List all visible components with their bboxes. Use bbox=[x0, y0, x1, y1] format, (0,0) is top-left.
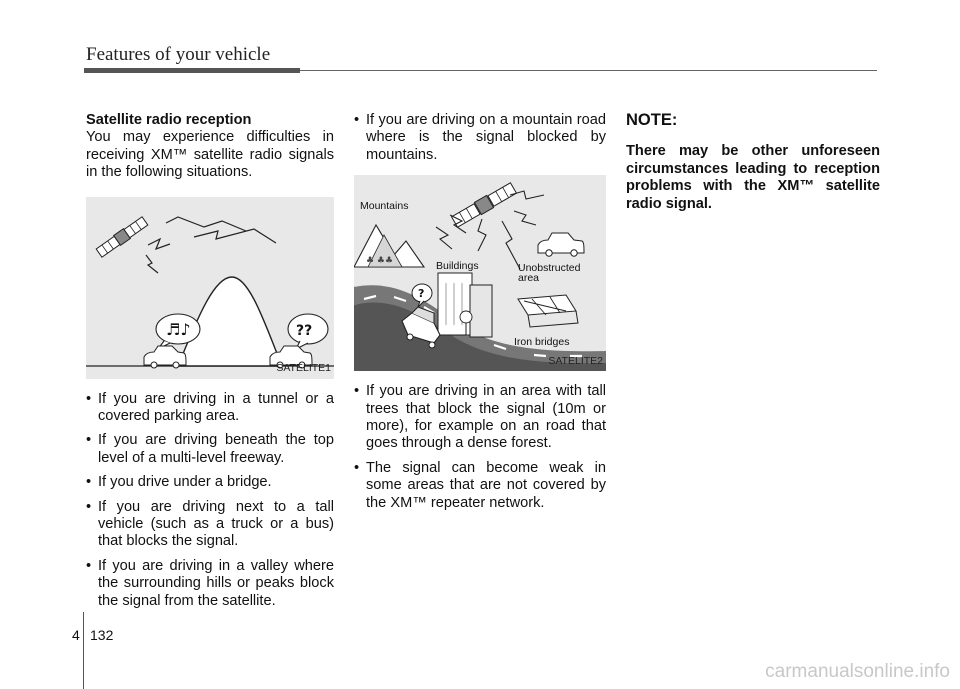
column-3 bbox=[626, 112, 880, 213]
header-rule-thin bbox=[300, 70, 877, 71]
car-left-icon bbox=[144, 346, 186, 368]
satelite1-illustration bbox=[86, 197, 334, 379]
list-item: • If you are driving in a tunnel or a covered parking area. bbox=[86, 391, 334, 426]
signal-bolt-3 bbox=[478, 219, 486, 251]
note-text: There may be other unforeseen circumstances leading to reception problems with the XM™ satellite radio signal. bbox=[626, 143, 880, 212]
bullet-list bbox=[86, 391, 334, 610]
section-title: Satellite radio reception bbox=[86, 112, 252, 128]
signal-bolt-5 bbox=[514, 211, 536, 225]
svg-text:?: ? bbox=[418, 287, 425, 301]
footer-page-number: 132 bbox=[90, 627, 114, 643]
buildings-icon bbox=[438, 273, 492, 337]
svg-text:♣ ♣♣: ♣ ♣♣ bbox=[366, 256, 394, 267]
signal-bolt-2 bbox=[436, 227, 452, 249]
signal-bolt-2 bbox=[146, 255, 158, 273]
figure-satelite1 bbox=[86, 197, 334, 379]
list-item: • If you are driving in an area with tall trees that block the signal (10m or more), for example on an road that goes through a dense forest. bbox=[354, 383, 606, 453]
label-unobstructed-2: area bbox=[518, 272, 540, 285]
list-item: • If you are driving in a valley where the surrounding hills or peaks block the signal from the satellite. bbox=[86, 558, 334, 610]
car-unobstructed-icon bbox=[538, 233, 584, 256]
figure-caption: SATELITE2 bbox=[548, 354, 603, 367]
list-item: • If you are driving next to a tall vehicle (such as a truck or a bus) that blocks the signal. bbox=[86, 499, 334, 551]
question-bubble-icon bbox=[288, 314, 328, 349]
footer-section-number: 4 bbox=[72, 627, 80, 643]
bullet-list-top bbox=[354, 112, 606, 164]
figure-caption: SATELITE1 bbox=[276, 362, 331, 375]
signal-bolt-4 bbox=[194, 229, 276, 243]
list-item: • If you are driving beneath the top level of a multi-level freeway. bbox=[86, 432, 334, 467]
figure-satelite2 bbox=[354, 175, 606, 371]
svg-text:♬♪: ♬♪ bbox=[166, 319, 191, 339]
watermark: carmanualsonline.info bbox=[765, 661, 950, 682]
mountains-icon bbox=[354, 225, 424, 267]
signal-bolt-3 bbox=[166, 217, 246, 231]
iron-bridge-icon bbox=[518, 295, 578, 327]
footer-divider bbox=[83, 612, 84, 689]
signal-bolt-1 bbox=[148, 239, 170, 249]
label-buildings: Buildings bbox=[436, 260, 479, 273]
satelite2-illustration bbox=[354, 175, 606, 371]
intro-paragraph: You may experience difficulties in receiving XM™ satellite radio signals in the following situations. bbox=[86, 129, 334, 181]
label-iron-bridges: Iron bridges bbox=[514, 336, 570, 349]
column-1 bbox=[86, 112, 334, 617]
column-2 bbox=[354, 112, 606, 519]
list-item: • The signal can become weak in some areas that are not covered by the XM™ repeater network. bbox=[354, 460, 606, 512]
list-item: • If you are driving on a mountain road where is the signal blocked by mountains. bbox=[354, 112, 606, 164]
svg-text:??: ?? bbox=[296, 322, 313, 339]
bullet-list-bottom bbox=[354, 383, 606, 512]
page-header-title: Features of your vehicle bbox=[86, 44, 271, 65]
list-item: • If you drive under a bridge. bbox=[86, 474, 334, 491]
label-mountains: Mountains bbox=[360, 200, 409, 213]
header-rule-thick bbox=[84, 68, 300, 73]
satellite-icon bbox=[96, 216, 149, 258]
label-unobstructed-1: Unobstructed bbox=[518, 262, 581, 275]
note-heading: NOTE: bbox=[626, 111, 678, 129]
